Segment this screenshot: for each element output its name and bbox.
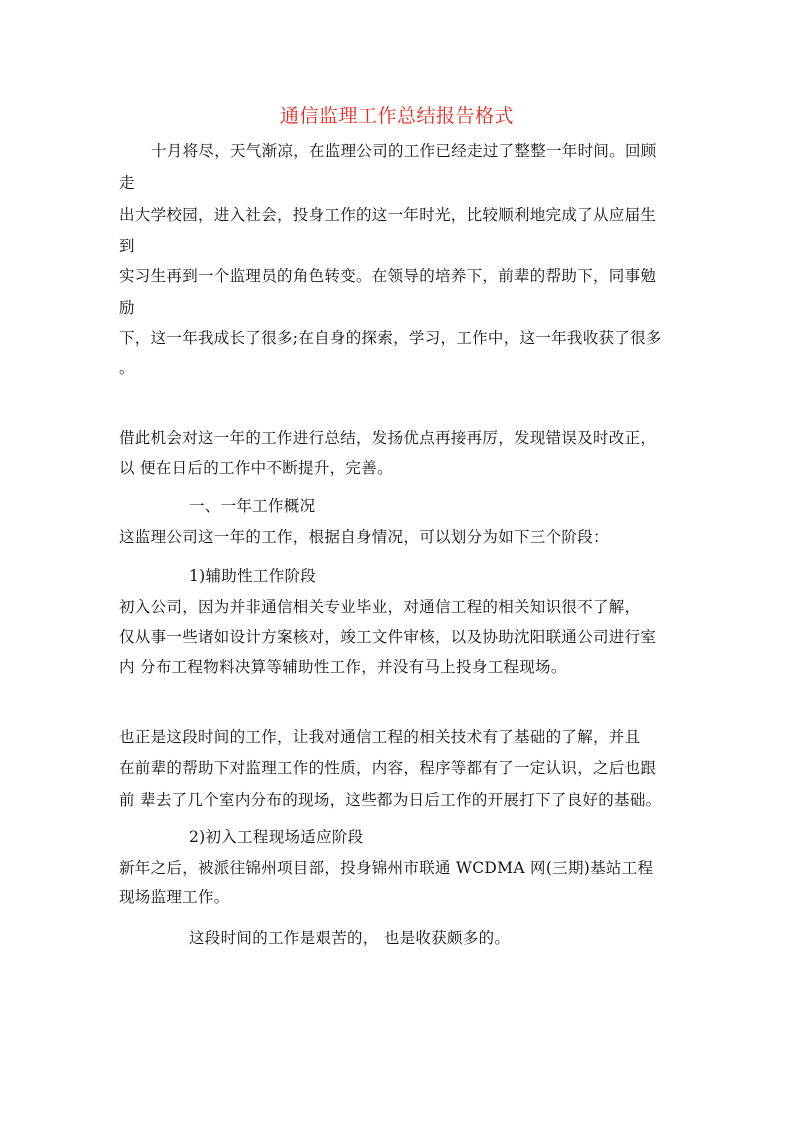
paragraph-line: 到 <box>119 237 135 255</box>
paragraph-line: 实习生再到一个监理员的角色转变。在领导的培养下，前辈的帮助下，同事勉 <box>119 267 657 285</box>
document-title: 通信监理工作总结报告格式 <box>279 105 514 127</box>
subsection-heading: 1)辅助性工作阶段 <box>189 567 317 585</box>
paragraph-line: 前 辈去了几个室内分布的现场，这些都为日后工作的开展打下了良好的基础。 <box>119 791 662 809</box>
paragraph-line: 新年之后，被派往锦州项目部，投身锦州市联通 WCDMA 网(三期)基站工程 <box>119 859 654 877</box>
paragraph-line: 下，这一年我成长了很多;在自身的探索，学习，工作中，这一年我收获了很多 <box>119 329 662 347</box>
paragraph-line: 励 <box>119 299 135 317</box>
section-heading: 一、一年工作概况 <box>189 497 316 515</box>
subsection-heading: 2)初入工程现场适应阶段 <box>189 828 364 846</box>
paragraph-line: 初入公司，因为并非通信相关专业毕业，对通信工程的相关知识很不了解， <box>119 598 641 616</box>
paragraph-line: 十月将尽，天气渐凉，在监理公司的工作已经走过了整整一年时间。回顾 <box>151 142 657 160</box>
paragraph-line: 这段时间的工作是艰苦的， 也是收获颇多的。 <box>189 929 511 947</box>
paragraph-line: 出大学校园，进入社会，投身工作的这一年时光，比较顺利地完成了从应届生 <box>119 206 657 224</box>
paragraph-line: 在前辈的帮助下对监理工作的性质，内容，程序等都有了一定认识，之后也跟 <box>119 759 657 777</box>
paragraph-line: 借此机会对这一年的工作进行总结，发扬优点再接再厉，发现错误及时改正， <box>119 429 657 447</box>
paragraph-line: 内 分布工程物料决算等辅助性工作，并没有马上投身工程现场。 <box>119 658 567 676</box>
paragraph-line: 。 <box>119 359 135 377</box>
paragraph-line: 也正是这段时间的工作，让我对通信工程的相关技术有了基础的了解，并且 <box>119 728 641 746</box>
paragraph-line: 以 便在日后的工作中不断提升，完善。 <box>119 459 393 477</box>
paragraph-line: 现场监理工作。 <box>119 888 230 906</box>
paragraph-line: 这监理公司这一年的工作，根据自身情况，可以划分为如下三个阶段： <box>119 528 609 546</box>
paragraph-line: 走 <box>119 174 135 192</box>
paragraph-line: 仅从事一些诸如设计方案核对，竣工文件审核，以及协助沈阳联通公司进行室 <box>119 628 657 646</box>
